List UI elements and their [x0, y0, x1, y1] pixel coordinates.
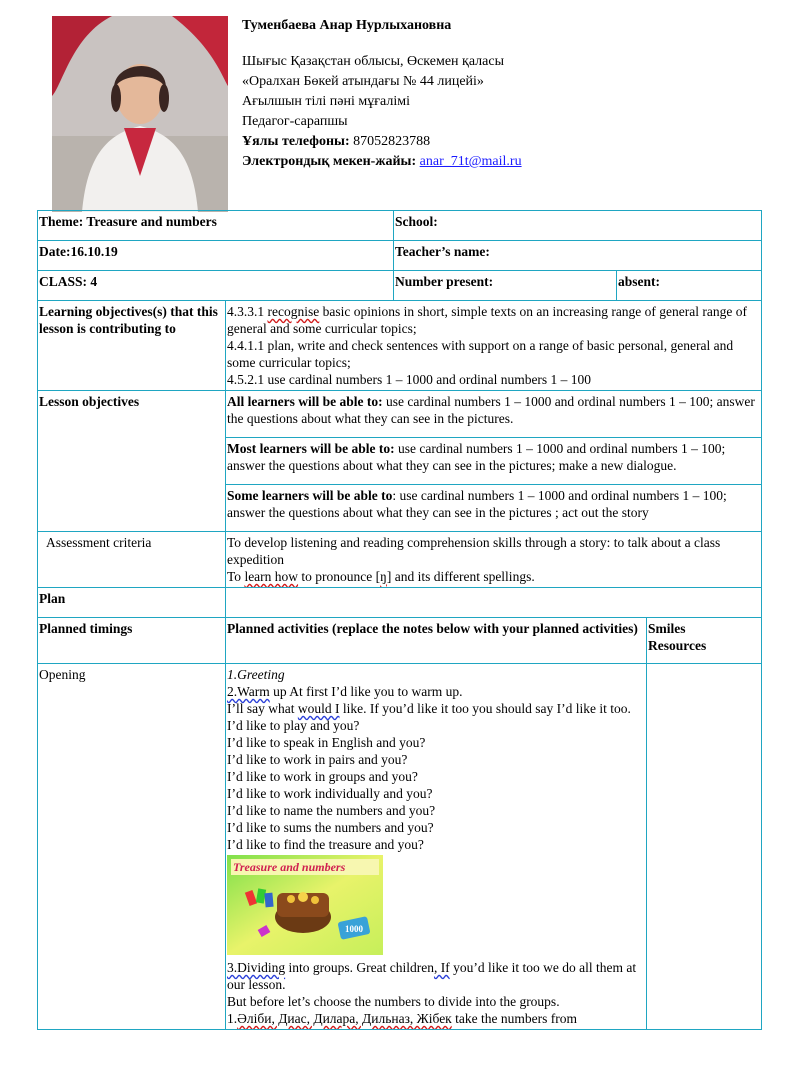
learning-objectives-label: Learning objectives(s) that this lesson is contributing to: [38, 301, 226, 391]
greeting-line: 1.Greeting: [227, 667, 285, 682]
lo-1: 4.3.3.1 recognise basic opinions in short, simple texts on an increasing range of general range of general and some curricular topics;: [227, 304, 747, 336]
image-caption: Treasure and numbers: [233, 860, 346, 874]
phone-value: 87052823788: [353, 134, 431, 149]
activity-line: I’d like to speak in English and you?: [227, 735, 426, 750]
learning-objectives-cell: [226, 301, 762, 391]
activity-line: I’d like to find the treasure and you?: [227, 837, 424, 852]
number-present-cell: Number present:: [394, 271, 617, 301]
author-school: «Оралхан Бөкей атындағы № 44 лицейі»: [242, 74, 484, 89]
date-cell: Date:16.10.19: [38, 241, 394, 271]
email-link[interactable]: anar_71t@mail.ru: [419, 154, 522, 169]
opening-resources-cell: [647, 664, 762, 1030]
all-learners: All learners will be able to: use cardinal numbers 1 – 1000 and ordinal numbers 1 – 100; answer the questions about what they can see in the pictures.: [227, 394, 755, 426]
author-subject: Ағылшын тілі пәні мұғалімі: [242, 94, 410, 109]
email-label: Электрондық мекен-жайы:: [242, 154, 417, 169]
phone-label: Ұялы телефоны:: [242, 134, 350, 149]
say-line: I’ll say what would I like. If you’d like it too you should say I’d like it too.: [227, 701, 631, 716]
lesson-objectives-cell: [226, 391, 762, 532]
lo-2: 4.4.1.1 plan, write and check sentences with support on a range of basic personal, general and some curricular topics;: [227, 338, 734, 370]
lesson-plan-table: [37, 210, 762, 1030]
activity-line: I’d like to work in pairs and you?: [227, 752, 408, 767]
absent-cell: absent:: [617, 271, 762, 301]
author-email-line: [242, 152, 762, 172]
activity-line: I’d like to work individually and you?: [227, 786, 433, 801]
warm-up-line: 2.Warm up At first I’d like you to warm up.: [227, 684, 463, 699]
opening-label: Opening: [38, 664, 226, 1030]
plan-label: Plan: [38, 588, 226, 618]
author-header: [242, 16, 762, 172]
school-cell: School:: [394, 211, 762, 241]
assessment-criteria-label: Assessment criteria: [38, 532, 226, 588]
activity-line: I’d like to sums the numbers and you?: [227, 820, 434, 835]
opening-activities-cell: [226, 664, 647, 1030]
names-line: 1.Әліби, Диас, Дилара, Дильназ, Жібек take the numbers from: [227, 1011, 577, 1026]
treasure-image: [227, 855, 383, 955]
teacher-name-cell: Teacher’s name:: [394, 241, 762, 271]
dividing-line: 3.Dividing into groups. Great children, If you’d like it too we do all them at our lesson.: [227, 960, 637, 992]
author-photo: [52, 16, 228, 212]
planned-timings-header: Planned timings: [38, 618, 226, 664]
activity-line: I’d like to play and you?: [227, 718, 360, 733]
activity-line: I’d like to work in groups and you?: [227, 769, 418, 784]
author-rank: Педагог-сарапшы: [242, 114, 348, 129]
most-learners: Most learners will be able to: use cardinal numbers 1 – 1000 and ordinal numbers 1 – 100; answer the questions about what they can see in the pictures; make a new dialogue.: [226, 437, 761, 484]
author-name: Туменбаева Анар Нурлыхановна: [242, 18, 452, 33]
planned-activities-header: Planned activities (replace the notes below with your planned activities): [226, 618, 647, 664]
plan-empty-cell: [226, 588, 762, 618]
author-region: Шығыс Қазақстан облысы, Өскемен қаласы: [242, 54, 505, 69]
lesson-objectives-label: Lesson objectives: [38, 391, 226, 532]
some-learners: Some learners will be able to: use cardinal numbers 1 – 1000 and ordinal numbers 1 – 100; answer the questions about what they can see in the pictures ; act out the story: [226, 484, 761, 531]
author-phone-line: [242, 132, 762, 152]
assessment-criteria-cell: To develop listening and reading comprehension skills through a story: to talk about a class expedition To learn how to pronounce [ŋ] and its different spellings.: [226, 532, 762, 588]
resources-header: Smiles Resources: [647, 618, 762, 664]
theme-cell: Theme: Treasure and numbers: [38, 211, 394, 241]
class-cell: CLASS: 4: [38, 271, 394, 301]
image-number: 1000: [345, 924, 363, 934]
activity-line: I’d like to name the numbers and you?: [227, 803, 436, 818]
choose-line: But before let’s choose the numbers to divide into the groups.: [227, 994, 560, 1009]
lo-3: 4.5.2.1 use cardinal numbers 1 – 1000 and ordinal numbers 1 – 100: [227, 372, 592, 387]
